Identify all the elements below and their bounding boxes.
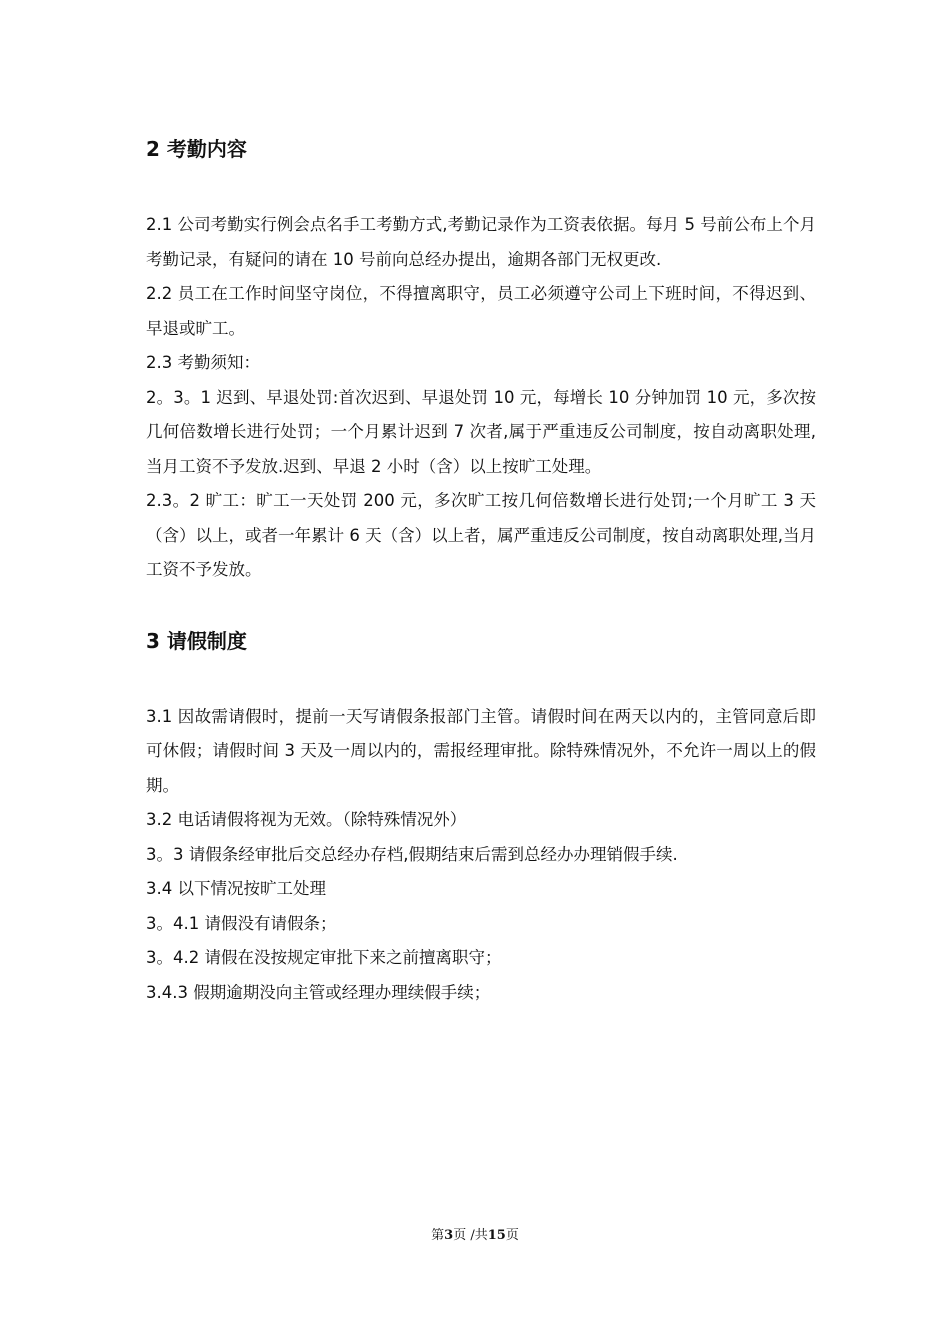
paragraph-2-2: 2.2 员工在工作时间坚守岗位，不得擅离职守，员工必须遵守公司上下班时间，不得迟到、早退或旷工。 (146, 284, 816, 338)
paragraph-3-2: 3.2 电话请假将视为无效。（除特殊情况外） (146, 810, 467, 829)
footer-suffix: 页 (505, 1228, 519, 1243)
paragraph-3-1: 3.1 因故需请假时，提前一天写请假条报部门主管。请假时间在两天以内的，主管同意后即可休假；请假时间 3 天及一周以内的，需报经理审批。除特殊情况外，不允许一周以上的假期。 (146, 706, 816, 795)
paragraph-3-4: 3.4 以下情况按旷工处理 (146, 879, 326, 898)
paragraph-3-4-2: 3。4.2 请假在没按规定审批下来之前擅离职守； (146, 948, 502, 967)
paragraph-3-4-1: 3。4.1 请假没有请假条； (146, 913, 337, 933)
section-title-attendance: 2 考勤内容 (146, 137, 247, 161)
footer-total-pages: 15 (487, 1228, 506, 1243)
paragraph-3-4-3: 3.4.3 假期逾期没向主管或经理办理续假手续； (146, 982, 491, 1002)
paragraph-2-1: 2.1 公司考勤实行例会点名手工考勤方式,考勤记录作为工资表依据。每月 5 号前公布上个月考勤记录，有疑问的请在 10 号前向总经办提出，逾期各部门无权更改. (146, 215, 816, 269)
footer-middle: 页 /共 (453, 1228, 488, 1243)
page-content (146, 130, 816, 1010)
footer-prefix: 第 (431, 1228, 445, 1243)
paragraph-2-3-2: 2.3。2 旷工：旷工一天处罚 200 元，多次旷工按几何倍数增长进行处罚;一个月旷工 3 天（含）以上，或者一年累计 6 天（含）以上者，属严重违反公司制度，按自动离职处理,当月工资不予发放。 (146, 491, 816, 579)
paragraph-2-3: 2.3 考勤须知： (146, 353, 260, 372)
page-footer (0, 1226, 950, 1246)
section-title-leave: 3 请假制度 (146, 628, 247, 653)
paragraph-2-3-1: 2。3。1 迟到、早退处罚:首次迟到、早退处罚 10 元，每增长 10 分钟加罚 10 元，多次按几何倍数增长进行处罚；一个月累计迟到 7 次者,属于严重违反公司制度，按自动离职处理,当月工资不予发放.迟到、早退 2 小时（含）以上按旷工处理。 (146, 387, 816, 476)
paragraph-3-3: 3。3 请假条经审批后交总经办存档,假期结束后需到总经办办理销假手续. (146, 844, 678, 864)
footer-page-number: 3 (444, 1228, 454, 1243)
